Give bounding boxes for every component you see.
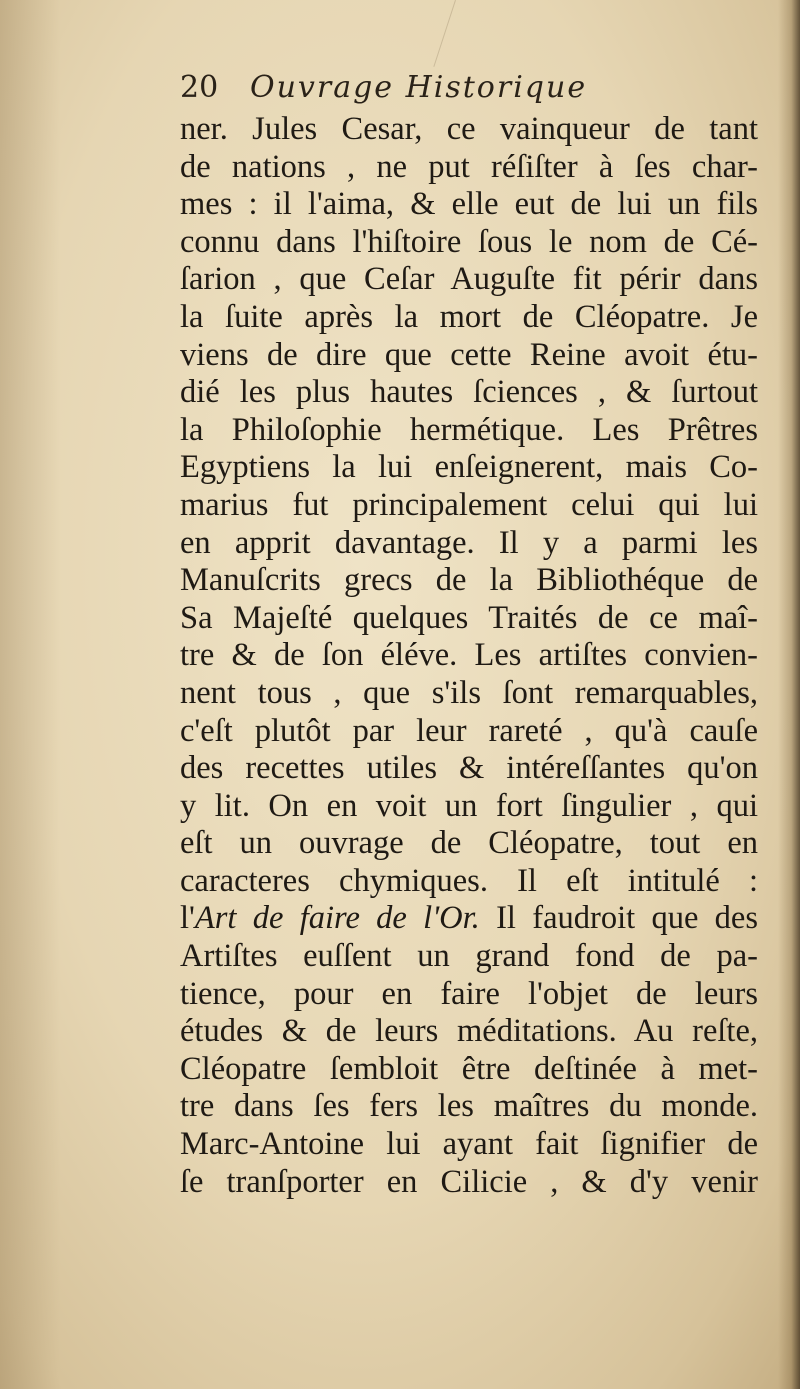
text-line: c'eſt plutôt par leur rareté , qu'à cauſe <box>180 712 758 749</box>
running-title: Ouvrage Historique <box>250 70 588 105</box>
text-line: études & de leurs méditations. Au reſte, <box>180 1013 758 1050</box>
text-line-suffix: Il faudroit que des <box>479 900 758 937</box>
text-line: ſarion , que Ceſar Auguſte fit périr dans <box>180 261 758 298</box>
text-line: connu dans l'hiſtoire ſous le nom de Cé- <box>180 223 758 260</box>
text-line: ſe tranſporter en Cilicie , & d'y venir <box>180 1163 758 1200</box>
text-line: Sa Majeſté quelques Traités de ce maî- <box>180 599 758 636</box>
text-line: des recettes utiles & intéreſſantes qu'on <box>180 750 758 787</box>
text-line: mes : il l'aima, & elle eut de lui un fils <box>180 186 758 223</box>
running-header <box>180 70 720 110</box>
text-line: la Philoſophie hermétique. Les Prêtres <box>180 411 758 448</box>
text-line: tience, pour en faire l'objet de leurs <box>180 975 758 1012</box>
text-line: marius fut principalement celui qui lui <box>180 486 758 523</box>
paper-crease <box>433 0 456 67</box>
text-line: y lit. On en voit un fort ſingulier , qui <box>180 787 758 824</box>
page-shadow-left <box>0 0 60 1389</box>
text-line: nent tous , que s'ils ſont remarquables, <box>180 674 758 711</box>
text-line: caracteres chymiques. Il eſt intitulé : <box>180 862 758 899</box>
text-line: Egyptiens la lui enſeignerent, mais Co- <box>180 449 758 486</box>
text-line: ner. Jules Cesar, ce vainqueur de tant <box>180 111 758 147</box>
text-line <box>180 900 758 938</box>
text-line: dié les plus hautes ſciences , & ſurtout <box>180 374 758 411</box>
page-edge-right <box>778 0 800 1389</box>
body-text <box>180 111 758 1201</box>
text-line: la ſuite après la mort de Cléopatre. Je <box>180 298 758 335</box>
text-line: Marc-Antoine lui ayant fait ſignifier de <box>180 1126 758 1163</box>
text-line: de nations , ne put réſiſter à ſes char- <box>180 148 758 185</box>
text-line: Artiſtes euſſent un grand fond de pa- <box>180 938 758 975</box>
text-line: Cléopatre ſembloit être deſtinée à met- <box>180 1050 758 1087</box>
text-line: en apprit davantage. Il y a parmi les <box>180 524 758 561</box>
text-line: tre dans ſes fers les maîtres du monde. <box>180 1088 758 1125</box>
text-line: Manuſcrits grecs de la Bibliothéque de <box>180 562 758 599</box>
text-line-prefix: l' <box>180 900 195 937</box>
text-line: eſt un ouvrage de Cléopatre, tout en <box>180 825 758 862</box>
page-number: 20 <box>180 70 219 105</box>
text-line: tre & de ſon éléve. Les artiſtes convien- <box>180 637 758 674</box>
text-line: viens de dire que cette Reine avoit étu- <box>180 336 758 373</box>
italic-book-title: Art de faire de l'Or. <box>194 900 480 937</box>
